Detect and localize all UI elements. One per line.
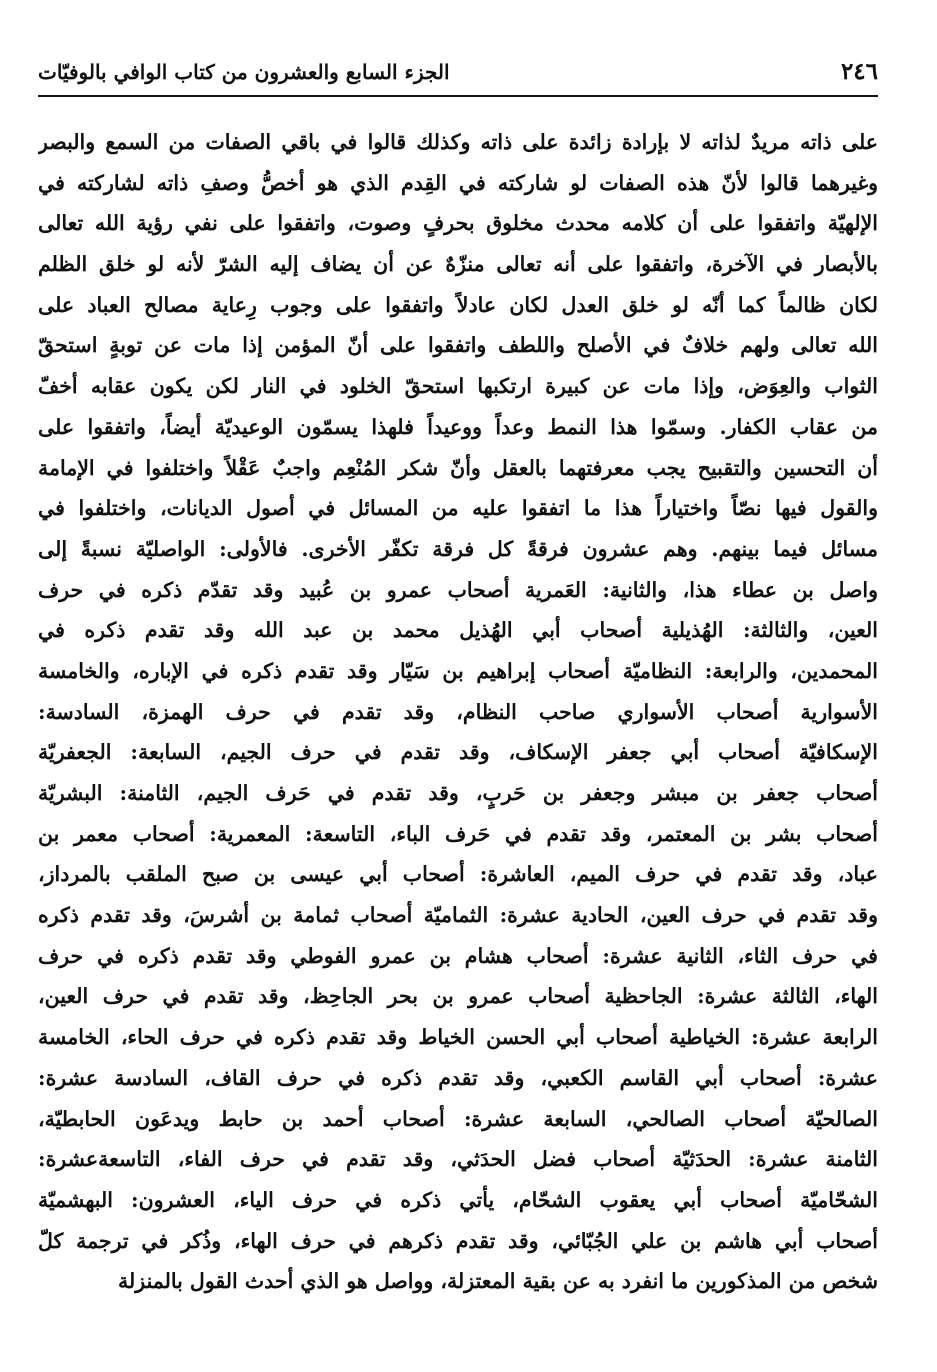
text-line: الشحّاميّة أصحاب أبي يعقوب الشحّام، يأتي ذكره في حرف الياء، العشرون: البهشميّة	[38, 1187, 878, 1212]
text-line: الإلهيّة واتفقوا على أن كلامه محدث مخلوق بحرفٍ وصوت، واتفقوا على نفي رؤية الله تعالى	[38, 211, 878, 236]
text-line: أصحاب جعفر بن مبشر وجعفر بن حَربٍ، وقد تقدم في حَرف الجيم، الثامنة: البشريّة	[38, 781, 878, 805]
text-line: عباد، وقد تقدم في حرف الميم، العاشرة: أصحاب أبي عيسى بن صبح الملقب بالمرداز،	[38, 862, 878, 887]
text-line: الهاء، الثالثة عشرة: الجاحظية أصحاب عمرو بن بحر الجاحِظ، وقد تقدم في حرف العين،	[38, 984, 878, 1009]
body-text	[38, 122, 878, 1302]
text-line: أصحاب بشر بن المعتمر، وقد تقدم في حَرف الباء، التاسعة: المعمرية: أصحاب معمر بن	[38, 821, 878, 846]
text-line: في حرف الثاء، الثانية عشرة: أصحاب هشام بن عمرو الفوطي وقد تقدم ذكره في حرف	[38, 943, 878, 968]
text-line: عشرة: أصحاب أبي القاسم الكعبي، وقد تقدم ذكره في حرف القاف، السادسة عشرة:	[38, 1065, 878, 1090]
text-line: أن التحسين والتقبيح يجب معرفتهما بالعقل وأنّ شكر المُنْعِم واجبٌ عَقْلاً واختلفوا في الإمامة	[38, 455, 878, 480]
text-line: على ذاته مريدٌ لذاته لا بإرادة زائدة على ذاته وكذلك قالوا في باقي الصفات من السمع والبصر	[38, 130, 878, 154]
text-line: واصل بن عطاء هذا، والثانية: العَمرية أصحاب عمرو بن عُبيد وقد تقدّم ذكره في حرف	[38, 577, 878, 602]
text-line: العين، والثالثة: الهُذيلية أصحاب أبي الهُذيل محمد بن عبد الله وقد تقدم ذكره في	[38, 618, 878, 643]
text-line: الثامنة عشرة: الحدَثيّة أصحاب فضل الحدَثي، وقد تقدم في حرف الفاء، التاسعةعشرة:	[38, 1147, 878, 1172]
text-line: الله تعالى ولهم خلافٌ في الأصلح واللطف واتفقوا على أنّ المؤمن إذا مات عن توبةٍ استحقّ	[38, 333, 878, 358]
text-line: وغيرهما قالوا لأنّ هذه الصفات لو شاركته في القِدم الذي هو أخصُّ وصفِ ذاته لشاركته في	[38, 170, 878, 195]
text-line: شخص من المذكورين ما انفرد به عن بقية المعتزلة، وواصل هو الذي أحدث القول بالمنزلة	[118, 1269, 878, 1294]
text-line: مسائل فيما بينهم. وهم عشرون فرقةً كل فرقة تكفّر الأخرى. فالأولى: الواصليّة نسبةً إلى	[38, 536, 878, 561]
page-header	[38, 52, 878, 94]
text-line: الأسوارية أصحاب الأسواري صاحب النظام، وقد تقدم في حرف الهمزة، السادسة:	[38, 699, 878, 724]
text-line: المحمدين، والرابعة: النظاميّة أصحاب إبراهيم بن سَيّار وقد تقدم ذكره في الإباره، والخامسة	[38, 658, 878, 683]
running-title: الجزء السابع والعشرون من كتاب الوافي بالوفيّات	[38, 60, 450, 84]
text-line: الصالحيّة أصحاب الصالحي، السابعة عشرة: أصحاب أحمد بن حابط ويدعَون الحابطيّة،	[38, 1106, 878, 1131]
text-line: بالأبصار في الآخرة، واتفقوا على أنه تعالى منزّهٌ عن أن يضاف إليه الشرّ لأنه لو خلق الظلم	[38, 252, 878, 277]
header-rule	[38, 95, 878, 97]
text-line: الرابعة عشرة: الخياطية أصحاب أبي الحسن الخياط وقد تقدم ذكره في حرف الحاء، الخامسة	[38, 1025, 878, 1050]
text-line: لكان ظالماً كما أنّه لو خلق العدل لكان عادلاً واتفقوا على وجوب رِعاية مصالح العباد على	[38, 292, 878, 317]
text-line: أصحاب أبي هاشم بن علي الجُبّائي، وقد تقدم ذكرهم في حرف الهاء، وذُكر في ترجمة كلّ	[38, 1228, 878, 1253]
text-line: والقول فيها نصّاً واختياراً هذا ما اتفقوا عليه من المسائل في أصول الديانات، واختلفوا في	[38, 496, 878, 521]
page-number: ٢٤٦	[840, 58, 878, 85]
text-line: الإسكافيّة أصحاب أبي جعفر الإسكاف، وقد تقدم في حرف الجيم، السابعة: الجعفريّة	[38, 740, 878, 765]
text-line: من عقاب الكفار. وسمّوا هذا النمط وعداً ووعيداً فلهذا يسمّون الوعيديّة أيضاً، واتفقوا على	[38, 414, 878, 439]
text-line: الثواب والعِوَض، وإذا مات عن كبيرة ارتكبها استحقّ الخلود في النار لكن يكون عقابه أخفّ	[38, 374, 878, 399]
text-line: وقد تقدم في حرف العين، الحادية عشرة: الثماميّة أصحاب ثمامة بن أشرسَ، وقد تقدم ذكره	[38, 903, 878, 928]
